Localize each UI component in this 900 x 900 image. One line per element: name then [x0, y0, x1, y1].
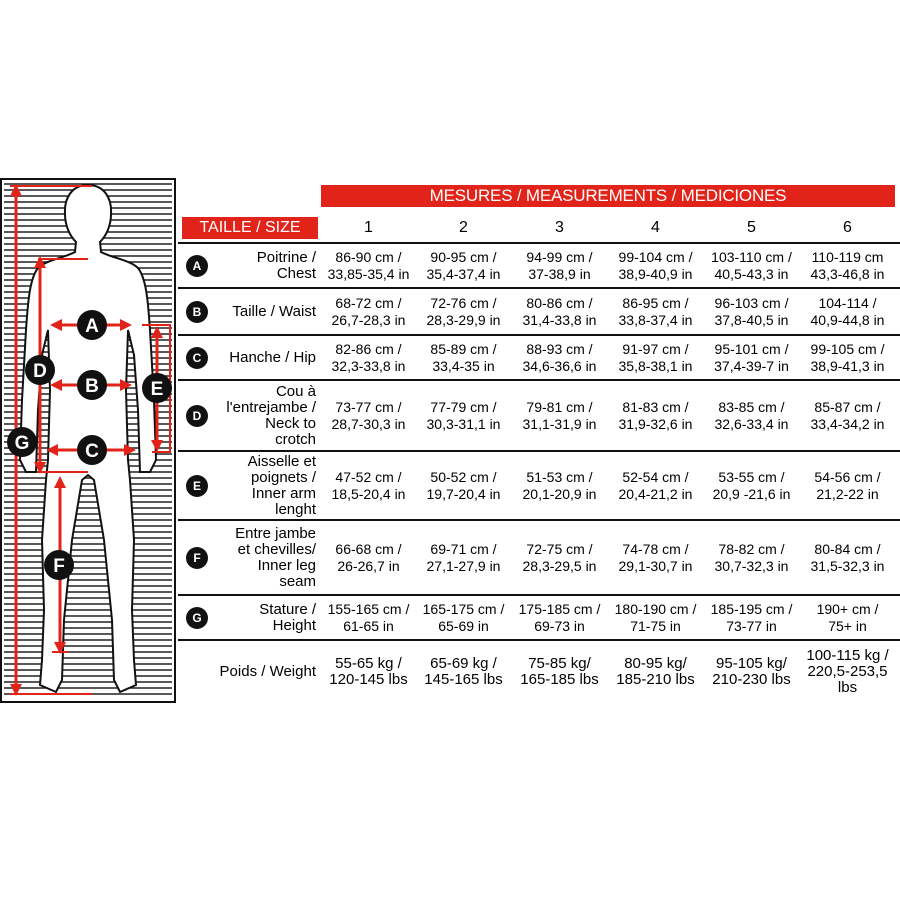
row-label: [229, 350, 316, 366]
size-cell-line: 52-54 cm /: [622, 468, 689, 485]
size-cell-line: 40,9-44,8 in: [810, 311, 885, 328]
size-cell: [800, 469, 895, 503]
measurements-banner: MESURES / MEASUREMENTS / MEDICIONES: [321, 185, 895, 207]
size-cell: [800, 541, 895, 575]
size-cell: [704, 469, 799, 503]
table-divider: [178, 242, 900, 244]
size-cell-line: 96-103 cm /: [714, 294, 789, 311]
size-cell: [608, 341, 703, 375]
size-cell: [608, 469, 703, 503]
size-cell-line: 80-84 cm /: [814, 540, 881, 557]
size-cell-line: 29,1-30,7 in: [618, 557, 693, 574]
size-cell-line: 53-55 cm /: [718, 468, 785, 485]
size-cell: [512, 656, 607, 688]
size-cell: [704, 399, 799, 433]
size-cell-line: 31,5-32,3 in: [810, 557, 885, 574]
size-cell: [512, 341, 607, 375]
size-cell-line: 86-90 cm /: [335, 248, 402, 265]
size-cell: [512, 249, 607, 283]
size-cell-line: 180-190 cm /: [614, 600, 697, 617]
size-cell-line: 18,5-20,4 in: [331, 485, 406, 502]
size-cell-line: 190+ cm /: [816, 600, 879, 617]
size-cell-line: 91-97 cm /: [622, 340, 689, 357]
size-cell-line: 85-87 cm /: [814, 398, 881, 415]
size-cell: [512, 541, 607, 575]
size-cell-line: 78-82 cm /: [718, 540, 785, 557]
size-cell: [608, 249, 703, 283]
size-cell-line: 77-79 cm /: [430, 398, 497, 415]
size-cell-line: 26,7-28,3 in: [331, 311, 406, 328]
table-divider: [178, 639, 900, 641]
size-cell: [416, 399, 511, 433]
size-cell: [416, 469, 511, 503]
row-label: [220, 664, 316, 680]
marker-badge: D: [186, 405, 208, 427]
size-cell-line: 54-56 cm /: [814, 468, 881, 485]
row-label-line: l'entrejambe /: [226, 398, 316, 416]
size-column-header: 4: [651, 219, 660, 236]
size-cell: [416, 341, 511, 375]
body-silhouette: [2, 180, 174, 701]
size-cell-line: 72-75 cm /: [526, 540, 593, 557]
body-measurement-figure: [0, 178, 176, 703]
size-cell-line: 35,8-38,1 in: [618, 357, 693, 374]
size-cell-line: 40,5-43,3 in: [714, 265, 789, 282]
size-cell-line: 33,4-35 in: [432, 357, 495, 374]
size-cell: [800, 295, 895, 329]
size-cell-line: 210-230 lbs: [712, 670, 791, 688]
size-cell-line: 32,3-33,8 in: [331, 357, 406, 374]
size-cell-line: 37,8-40,5 in: [714, 311, 789, 328]
size-cell-line: 185-210 lbs: [616, 670, 695, 688]
size-cell-line: 82-86 cm /: [335, 340, 402, 357]
size-cell: [321, 399, 416, 433]
size-cell-line: 110-119 cm: [811, 248, 884, 265]
marker-letter: G: [14, 433, 30, 454]
size-cell-line: 74-78 cm /: [622, 540, 689, 557]
size-cell-line: 28,7-30,3 in: [331, 415, 406, 432]
size-cell: [321, 295, 416, 329]
size-cell-line: 75+ in: [828, 617, 867, 634]
size-cell-line: 100-115 kg /: [806, 646, 889, 664]
size-cell-line: 43,3-46,8 in: [810, 265, 885, 282]
size-column-header: 2: [459, 219, 468, 236]
size-cell-line: 47-52 cm /: [335, 468, 402, 485]
size-cell-line: 27,1-27,9 in: [426, 557, 501, 574]
size-cell-line: 185-195 cm /: [710, 600, 793, 617]
size-cell: [416, 295, 511, 329]
size-cell-line: 51-53 cm /: [526, 468, 593, 485]
size-cell-line: 66-68 cm /: [335, 540, 402, 557]
size-cell-line: 88-93 cm /: [526, 340, 593, 357]
size-cell-line: 95-105 kg/: [716, 654, 787, 672]
size-cell-line: 21,2-22 in: [816, 485, 879, 502]
size-cell-line: 95-101 cm /: [714, 340, 789, 357]
size-cell: [321, 469, 416, 503]
size-cell-line: 165-185 lbs: [520, 670, 599, 688]
row-label-line: Poids / Weight: [219, 662, 316, 680]
size-cell-line: 33,8-37,4 in: [618, 311, 693, 328]
marker-badge: E: [186, 475, 208, 497]
size-cell-line: 20,9 -21,6 in: [712, 485, 791, 502]
size-cell-line: 31,4-33,8 in: [522, 311, 597, 328]
size-cell: [800, 249, 895, 283]
size-cell: [416, 249, 511, 283]
size-cell-line: 72-76 cm /: [430, 294, 497, 311]
size-cell-line: 99-105 cm /: [810, 340, 885, 357]
row-label-line: Stature /: [259, 600, 316, 618]
size-cell-line: lbs: [837, 678, 858, 696]
size-cell-line: 30,7-32,3 in: [714, 557, 789, 574]
size-cell-line: 75-85 kg/: [528, 654, 591, 672]
row-label-line: Hanche / Hip: [229, 348, 316, 366]
size-cell-line: 20,1-20,9 in: [522, 485, 597, 502]
size-cell-line: 120-145 lbs: [329, 670, 408, 688]
size-cell-line: 73-77 cm /: [335, 398, 402, 415]
size-cell-line: 34,6-36,6 in: [522, 357, 597, 374]
size-cell-line: 31,9-32,6 in: [618, 415, 693, 432]
size-cell: [608, 541, 703, 575]
size-cell-line: 26-26,7 in: [337, 557, 400, 574]
row-label-line: Aisselle et: [247, 452, 316, 470]
size-cell: [321, 656, 416, 688]
size-cell: [704, 601, 799, 635]
row-label-line: Taille / Waist: [232, 302, 316, 320]
table-divider: [178, 379, 900, 381]
size-cell-line: 85-89 cm /: [430, 340, 497, 357]
table-divider: [178, 287, 900, 289]
size-cell-line: 28,3-29,5 in: [522, 557, 597, 574]
size-cell-line: 37-38,9 in: [528, 265, 591, 282]
marker-letter: D: [33, 361, 47, 382]
size-cell: [800, 341, 895, 375]
size-cell-line: 165-175 cm /: [422, 600, 505, 617]
size-cell-line: 65-69 in: [438, 617, 489, 634]
size-cell-line: 69-71 cm /: [430, 540, 497, 557]
size-cell: [704, 249, 799, 283]
row-label: [259, 602, 316, 634]
size-header-tag: TAILLE / SIZE: [182, 217, 318, 239]
marker-letter: F: [53, 556, 65, 577]
size-cell-line: 19,7-20,4 in: [426, 485, 501, 502]
size-cell: [608, 295, 703, 329]
size-cell: [416, 656, 511, 688]
size-cell-line: 31,1-31,9 in: [522, 415, 597, 432]
size-cell: [321, 601, 416, 635]
size-cell-line: 83-85 cm /: [718, 398, 785, 415]
size-cell-line: 30,3-31,1 in: [426, 415, 501, 432]
table-divider: [178, 594, 900, 596]
size-cell: [704, 541, 799, 575]
size-cell-line: 80-95 kg/: [624, 654, 687, 672]
size-cell: [416, 541, 511, 575]
row-label-line: Poitrine /: [256, 248, 316, 266]
row-label-line: Cou à: [275, 382, 316, 400]
size-cell-line: 220,5-253,5: [807, 662, 888, 680]
marker-badge: C: [186, 347, 208, 369]
size-cell-line: 71-75 in: [630, 617, 681, 634]
size-cell-line: 38,9-40,9 in: [618, 265, 693, 282]
size-cell: [800, 399, 895, 433]
row-label-line: Neck to: [265, 414, 316, 432]
size-cell-line: 33,4-34,2 in: [810, 415, 885, 432]
size-cell-line: 35,4-37,4 in: [426, 265, 501, 282]
size-cell-line: 32,6-33,4 in: [714, 415, 789, 432]
size-cell-line: 38,9-41,3 in: [810, 357, 885, 374]
size-cell: [608, 399, 703, 433]
size-cell: [512, 601, 607, 635]
size-cell: [512, 469, 607, 503]
row-label-line: seam: [279, 572, 316, 590]
size-column-header: 6: [843, 219, 852, 236]
row-label: [235, 526, 316, 590]
table-divider: [178, 334, 900, 336]
row-label: [257, 250, 316, 282]
size-cell: [608, 656, 703, 688]
size-cell: [512, 295, 607, 329]
size-cell-line: 79-81 cm /: [526, 398, 593, 415]
size-table: [178, 178, 900, 703]
size-cell-line: 90-95 cm /: [430, 248, 497, 265]
marker-letter: C: [85, 441, 99, 462]
row-label-line: Chest: [276, 264, 316, 282]
marker-badge: A: [186, 255, 208, 277]
size-cell-line: 104-114 /: [818, 294, 877, 311]
size-cell: [321, 249, 416, 283]
marker-letter: A: [85, 316, 99, 337]
size-cell: [704, 341, 799, 375]
table-divider: [178, 450, 900, 452]
size-cell-line: 145-165 lbs: [424, 670, 503, 688]
size-cell-line: 20,4-21,2 in: [618, 485, 693, 502]
marker-letter: B: [85, 376, 99, 397]
table-divider: [178, 519, 900, 521]
size-cell-line: 155-165 cm /: [327, 600, 410, 617]
row-label-line: crotch: [275, 430, 316, 448]
row-label-line: Height: [272, 616, 316, 634]
size-cell-line: 68-72 cm /: [335, 294, 402, 311]
row-label-line: et chevilles/: [237, 540, 316, 558]
row-label: [226, 384, 316, 448]
size-cell-line: 175-185 cm /: [518, 600, 601, 617]
size-cell: [321, 541, 416, 575]
size-cell-line: 65-69 kg /: [430, 654, 497, 672]
size-cell-line: 33,85-35,4 in: [327, 265, 410, 282]
size-cell: [704, 295, 799, 329]
size-cell-line: 37,4-39-7 in: [714, 357, 789, 374]
row-label-line: Inner leg: [257, 556, 316, 574]
size-cell-line: 103-110 cm /: [711, 248, 792, 265]
row-label-line: Entre jambe: [235, 524, 316, 542]
size-cell-line: 80-86 cm /: [526, 294, 593, 311]
size-cell-line: 55-65 kg /: [335, 654, 402, 672]
size-cell-line: 73-77 in: [726, 617, 777, 634]
size-cell: [512, 399, 607, 433]
marker-badge: F: [186, 547, 208, 569]
size-cell-line: 94-99 cm /: [526, 248, 593, 265]
size-cell-line: 28,3-29,9 in: [426, 311, 501, 328]
marker-letter: E: [150, 379, 164, 400]
size-cell: [800, 601, 895, 635]
size-column-header: 1: [364, 219, 373, 236]
row-label: [232, 304, 316, 320]
size-column-header: 3: [555, 219, 564, 236]
size-cell-line: 50-52 cm /: [430, 468, 497, 485]
row-label-line: lenght: [275, 500, 316, 518]
size-cell-line: 69-73 in: [534, 617, 585, 634]
row-label-line: poignets /: [250, 468, 316, 486]
size-cell: [704, 656, 799, 688]
marker-badge: B: [186, 301, 208, 323]
size-cell-line: 86-95 cm /: [622, 294, 689, 311]
size-column-header: 5: [747, 219, 756, 236]
size-cell: [416, 601, 511, 635]
size-cell: [608, 601, 703, 635]
size-cell: [800, 648, 895, 696]
row-label: [248, 454, 316, 518]
marker-badge: G: [186, 607, 208, 629]
size-cell-line: 61-65 in: [343, 617, 394, 634]
size-cell: [321, 341, 416, 375]
size-chart: [0, 178, 900, 703]
size-cell-line: 99-104 cm /: [618, 248, 693, 265]
row-label-line: Inner arm: [251, 484, 316, 502]
size-cell-line: 81-83 cm /: [622, 398, 689, 415]
